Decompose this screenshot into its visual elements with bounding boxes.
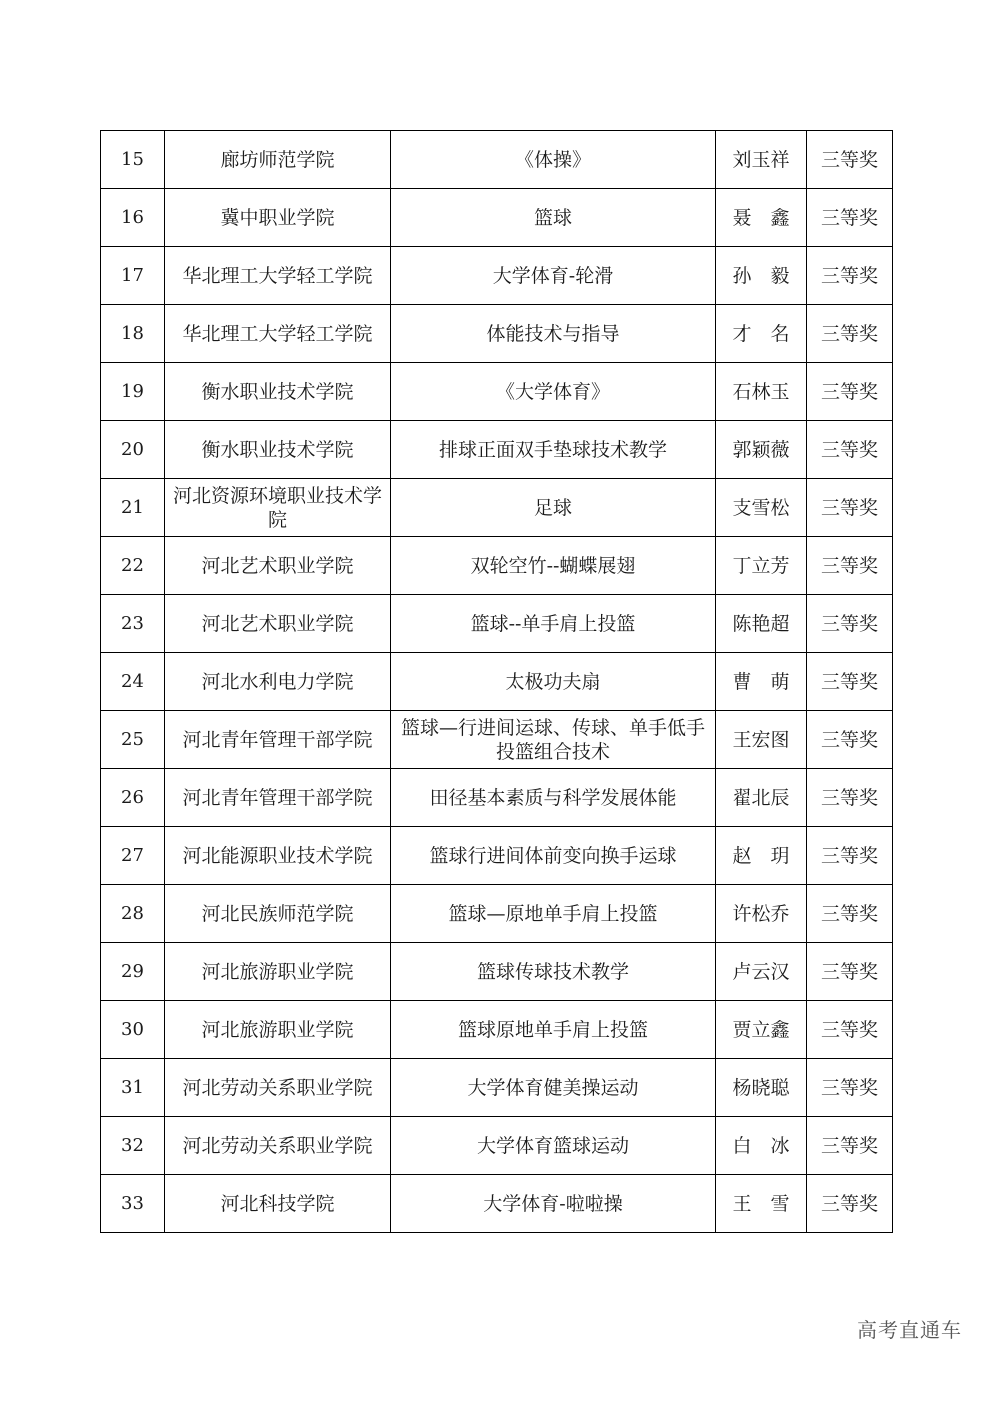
school-cell: 河北科技学院 [165, 1175, 391, 1233]
award-cell: 三等奖 [807, 595, 893, 653]
course-cell: 《大学体育》 [391, 363, 716, 421]
table-row [101, 1001, 893, 1059]
course-cell: 篮球—原地单手肩上投篮 [391, 885, 716, 943]
school-cell: 河北青年管理干部学院 [165, 769, 391, 827]
course-cell: 篮球 [391, 189, 716, 247]
row-number-cell: 23 [101, 595, 165, 653]
row-number-cell: 28 [101, 885, 165, 943]
school-cell: 河北青年管理干部学院 [165, 711, 391, 769]
course-cell: 大学体育-啦啦操 [391, 1175, 716, 1233]
teacher-cell: 杨晓聪 [716, 1059, 807, 1117]
school-cell: 河北艺术职业学院 [165, 537, 391, 595]
table-row [101, 653, 893, 711]
school-cell: 河北劳动关系职业学院 [165, 1117, 391, 1175]
teacher-cell: 贾立鑫 [716, 1001, 807, 1059]
award-cell: 三等奖 [807, 1175, 893, 1233]
school-cell: 河北资源环境职业技术学院 [165, 479, 391, 537]
award-cell: 三等奖 [807, 1059, 893, 1117]
table-row [101, 1117, 893, 1175]
row-number-cell: 31 [101, 1059, 165, 1117]
teacher-cell: 刘玉祥 [716, 131, 807, 189]
award-cell: 三等奖 [807, 189, 893, 247]
teacher-cell: 王 雪 [716, 1175, 807, 1233]
table-row [101, 943, 893, 1001]
row-number-cell: 29 [101, 943, 165, 1001]
course-cell: 大学体育健美操运动 [391, 1059, 716, 1117]
school-cell: 河北水利电力学院 [165, 653, 391, 711]
table-row [101, 421, 893, 479]
teacher-cell: 孙 毅 [716, 247, 807, 305]
teacher-cell: 王宏图 [716, 711, 807, 769]
teacher-cell: 才 名 [716, 305, 807, 363]
award-cell: 三等奖 [807, 653, 893, 711]
school-cell: 河北能源职业技术学院 [165, 827, 391, 885]
course-cell: 体能技术与指导 [391, 305, 716, 363]
table-row [101, 595, 893, 653]
row-number-cell: 15 [101, 131, 165, 189]
course-cell: 篮球原地单手肩上投篮 [391, 1001, 716, 1059]
award-cell: 三等奖 [807, 885, 893, 943]
school-cell: 华北理工大学轻工学院 [165, 247, 391, 305]
teacher-cell: 聂 鑫 [716, 189, 807, 247]
table-row [101, 247, 893, 305]
row-number-cell: 16 [101, 189, 165, 247]
row-number-cell: 22 [101, 537, 165, 595]
course-cell: 太极功夫扇 [391, 653, 716, 711]
course-cell: 篮球传球技术教学 [391, 943, 716, 1001]
course-cell: 足球 [391, 479, 716, 537]
teacher-cell: 卢云汉 [716, 943, 807, 1001]
school-cell: 河北旅游职业学院 [165, 943, 391, 1001]
row-number-cell: 25 [101, 711, 165, 769]
row-number-cell: 30 [101, 1001, 165, 1059]
teacher-cell: 陈艳超 [716, 595, 807, 653]
course-cell: 田径基本素质与科学发展体能 [391, 769, 716, 827]
table-row [101, 769, 893, 827]
table-row [101, 189, 893, 247]
table-row [101, 363, 893, 421]
course-cell: 篮球—行进间运球、传球、单手低手投篮组合技术 [391, 711, 716, 769]
table-row [101, 885, 893, 943]
school-cell: 河北民族师范学院 [165, 885, 391, 943]
table-row [101, 305, 893, 363]
row-number-cell: 32 [101, 1117, 165, 1175]
table-row [101, 479, 893, 537]
table-row [101, 537, 893, 595]
course-cell: 篮球--单手肩上投篮 [391, 595, 716, 653]
course-cell: 双轮空竹--蝴蝶展翅 [391, 537, 716, 595]
row-number-cell: 19 [101, 363, 165, 421]
table-row [101, 1175, 893, 1233]
course-cell: 大学体育篮球运动 [391, 1117, 716, 1175]
award-table [100, 130, 893, 1233]
course-cell: 篮球行进间体前变向换手运球 [391, 827, 716, 885]
table-row [101, 1059, 893, 1117]
course-cell: 排球正面双手垫球技术教学 [391, 421, 716, 479]
award-cell: 三等奖 [807, 247, 893, 305]
award-cell: 三等奖 [807, 131, 893, 189]
table-row [101, 827, 893, 885]
school-cell: 华北理工大学轻工学院 [165, 305, 391, 363]
row-number-cell: 18 [101, 305, 165, 363]
award-cell: 三等奖 [807, 769, 893, 827]
table-row [101, 711, 893, 769]
table-row [101, 131, 893, 189]
teacher-cell: 郭颖薇 [716, 421, 807, 479]
school-cell: 衡水职业技术学院 [165, 363, 391, 421]
school-cell: 廊坊师范学院 [165, 131, 391, 189]
row-number-cell: 27 [101, 827, 165, 885]
row-number-cell: 33 [101, 1175, 165, 1233]
award-cell: 三等奖 [807, 711, 893, 769]
award-cell: 三等奖 [807, 827, 893, 885]
row-number-cell: 17 [101, 247, 165, 305]
row-number-cell: 26 [101, 769, 165, 827]
school-cell: 冀中职业学院 [165, 189, 391, 247]
row-number-cell: 21 [101, 479, 165, 537]
course-cell: 《体操》 [391, 131, 716, 189]
teacher-cell: 白 冰 [716, 1117, 807, 1175]
teacher-cell: 支雪松 [716, 479, 807, 537]
row-number-cell: 24 [101, 653, 165, 711]
teacher-cell: 丁立芳 [716, 537, 807, 595]
award-cell: 三等奖 [807, 537, 893, 595]
award-cell: 三等奖 [807, 1117, 893, 1175]
teacher-cell: 石林玉 [716, 363, 807, 421]
award-cell: 三等奖 [807, 479, 893, 537]
teacher-cell: 赵 玥 [716, 827, 807, 885]
award-table-body [101, 131, 893, 1233]
school-cell: 河北艺术职业学院 [165, 595, 391, 653]
teacher-cell: 曹 萌 [716, 653, 807, 711]
award-cell: 三等奖 [807, 1001, 893, 1059]
award-cell: 三等奖 [807, 421, 893, 479]
teacher-cell: 许松乔 [716, 885, 807, 943]
teacher-cell: 翟北辰 [716, 769, 807, 827]
school-cell: 河北旅游职业学院 [165, 1001, 391, 1059]
award-cell: 三等奖 [807, 305, 893, 363]
watermark-text: 高考直通车 [857, 1318, 962, 1342]
row-number-cell: 20 [101, 421, 165, 479]
school-cell: 河北劳动关系职业学院 [165, 1059, 391, 1117]
award-cell: 三等奖 [807, 943, 893, 1001]
award-cell: 三等奖 [807, 363, 893, 421]
school-cell: 衡水职业技术学院 [165, 421, 391, 479]
course-cell: 大学体育-轮滑 [391, 247, 716, 305]
